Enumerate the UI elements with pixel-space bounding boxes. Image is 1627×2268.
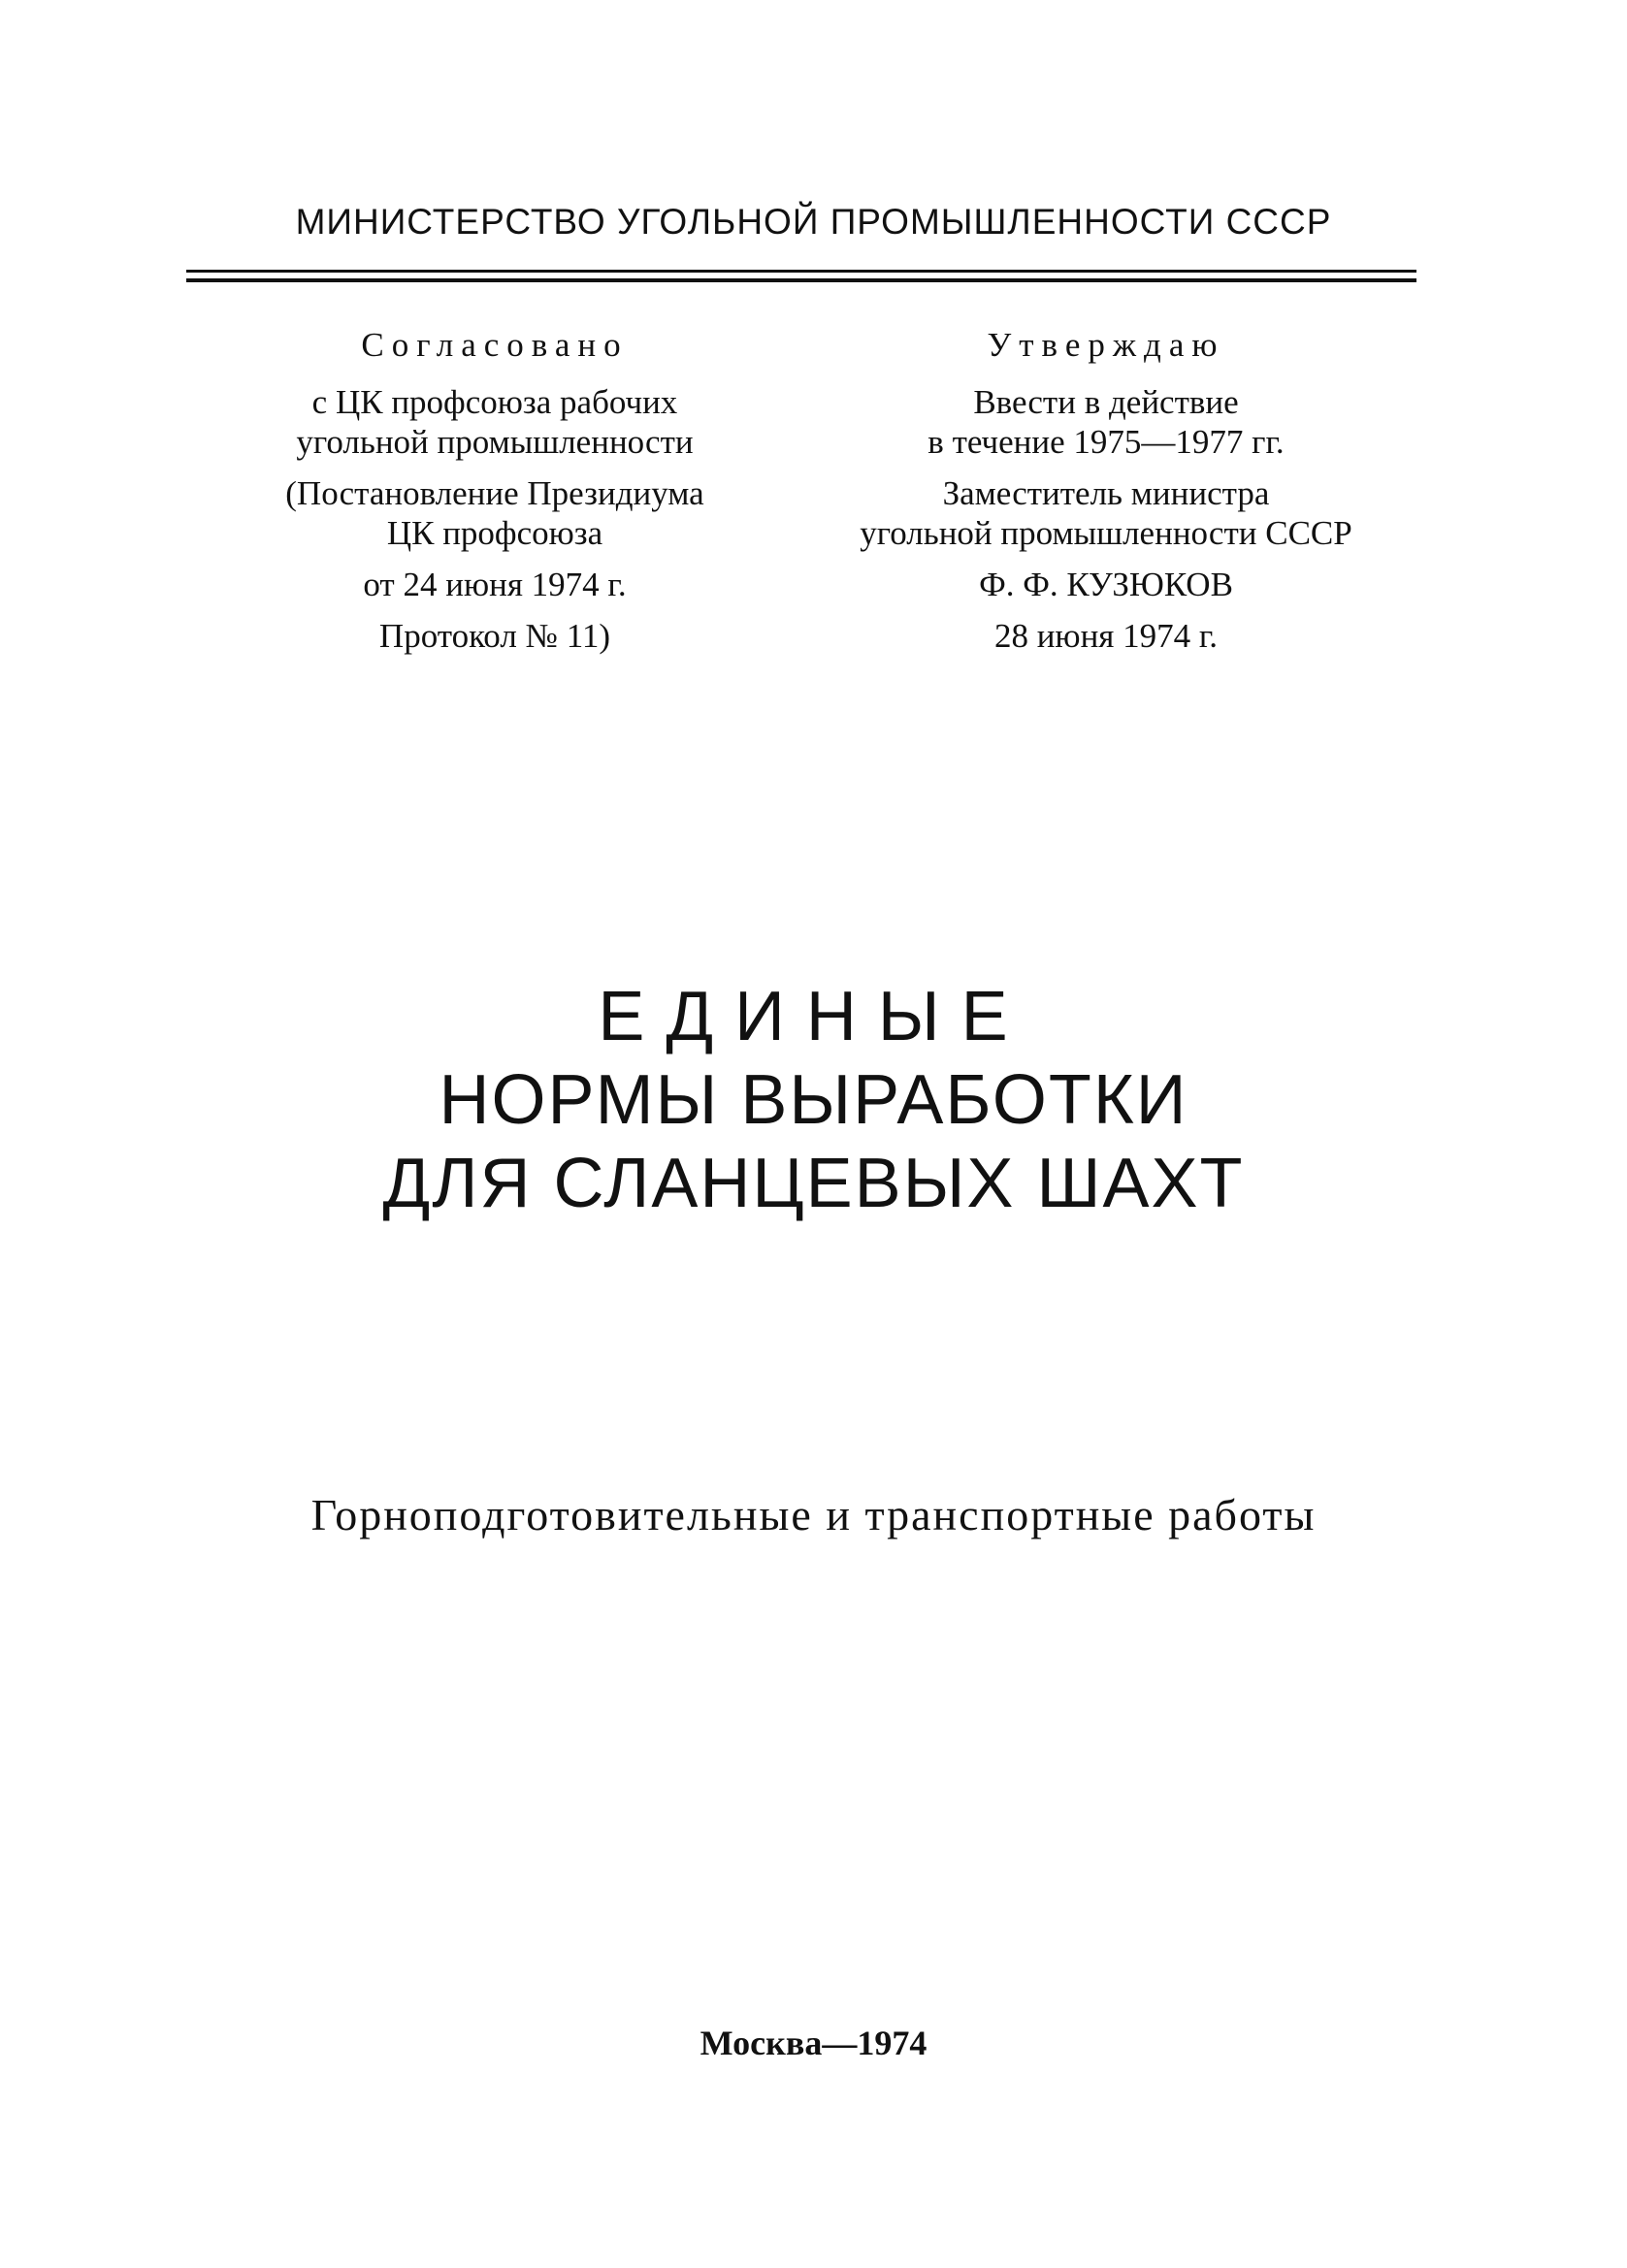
header-rule-thin [186, 270, 1416, 273]
title-line: ЕДИНЫЕ [598, 978, 1029, 1055]
approved-block [834, 325, 1378, 656]
approved-heading: Утверждаю [987, 326, 1225, 364]
agreed-line: ЦК профсоюза [386, 514, 603, 552]
approved-line: Заместитель министра [942, 474, 1270, 512]
approved-date: 28 июня 1974 г. [993, 617, 1219, 655]
agreed-line: угольной промышленности [296, 423, 694, 461]
header-rule-thick [186, 278, 1416, 282]
agreed-block [223, 325, 766, 656]
agreed-heading: Согласовано [361, 326, 629, 364]
agreed-protocol: Протокол № 11) [378, 617, 611, 655]
agreed-line: с ЦК профсоюза рабочих [311, 383, 678, 421]
document-subtitle: Горноподготовительные и транспортные работы [310, 1490, 1317, 1539]
approved-line: в течение 1975—1977 гг. [927, 423, 1285, 461]
approved-signatory: Ф. Ф. КУЗЮКОВ [979, 566, 1233, 603]
ministry-header: МИНИСТЕРСТВО УГОЛЬНОЙ ПРОМЫШЛЕННОСТИ СССР [295, 202, 1332, 242]
approved-line: угольной промышленности СССР [860, 514, 1352, 552]
document-title [0, 975, 1627, 1225]
agreed-date: от 24 июня 1974 г. [363, 566, 627, 603]
publication-imprint: Москва—1974 [700, 2024, 927, 2062]
approved-line: Ввести в действие [973, 383, 1239, 421]
agreed-line: (Постановление Президиума [285, 474, 704, 512]
title-line: ДЛЯ СЛАНЦЕВЫХ ШАХТ [382, 1145, 1245, 1222]
title-line: НОРМЫ ВЫРАБОТКИ [439, 1061, 1188, 1139]
